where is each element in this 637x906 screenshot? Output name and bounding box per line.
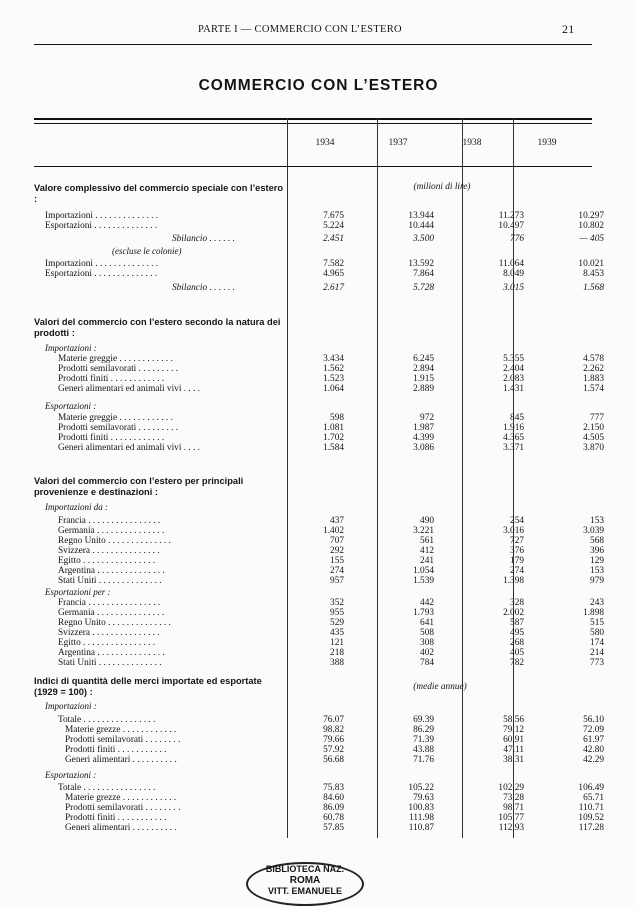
year-header: 1934 [315,138,335,148]
row-label: Stati Uniti . . . . . . . . . . . . . . [58,658,162,668]
value-cell: 402 [420,648,434,658]
value-cell: 42.80 [583,745,604,755]
value-cell: 65.71 [583,793,604,803]
value-cell: 972 [420,413,434,423]
value-cell: 979 [590,576,604,586]
value-cell: 1.584 [323,443,344,453]
value-cell: 955 [330,608,344,618]
column-divider [462,118,463,838]
value-cell: 4.965 [323,269,344,279]
row-label: Generi alimentari ed animali vivi . . . . [58,384,200,394]
value-cell: 4.365 [503,433,524,443]
row-label: Sbilancio . . . . . . [172,283,236,293]
value-cell: 4.399 [413,433,434,443]
page-number: 21 [562,22,575,36]
row-label: Materie grezze . . . . . . . . . . . . [58,793,177,803]
subgroup-label: Esportazioni : [45,770,97,780]
value-cell: 10.444 [408,221,434,231]
value-cell: 1.793 [413,608,434,618]
value-cell: 2.002 [503,608,524,618]
value-cell: 106.49 [578,783,604,793]
value-cell: 13.592 [408,259,434,269]
row-label: Generi alimentari . . . . . . . . . . [58,823,177,833]
value-cell: 1.431 [503,384,524,394]
value-cell: 60.78 [323,813,344,823]
value-cell: 274 [510,566,524,576]
value-cell: 121 [330,638,344,648]
value-cell: 1.916 [503,423,524,433]
value-cell: 3.870 [583,443,604,453]
value-cell: 86.29 [413,725,434,735]
value-cell: 2.894 [413,364,434,374]
value-cell: 241 [420,556,434,566]
value-cell: 98.82 [323,725,344,735]
value-cell: 42.29 [583,755,604,765]
row-label: Argentina . . . . . . . . . . . . . . . [58,648,165,658]
row-label: Sbilancio . . . . . . [172,234,236,244]
row-label: Totale . . . . . . . . . . . . . . . . [58,783,156,793]
value-cell: 1.562 [323,364,344,374]
value-cell: 1.702 [323,433,344,443]
value-cell: 43.88 [413,745,434,755]
value-cell: 5.224 [323,221,344,231]
value-cell: 110.71 [578,803,604,813]
value-cell: 292 [330,546,344,556]
year-header: 1939 [537,138,557,148]
library-stamp [246,862,364,906]
value-cell: 109.52 [578,813,604,823]
value-cell: 2.617 [323,283,344,293]
value-cell: 3.015 [503,283,524,293]
table-top-rule [34,118,592,120]
value-cell: 110.87 [408,823,434,833]
value-cell: 1.064 [323,384,344,394]
value-cell: 56.10 [583,715,604,725]
row-label: Germania . . . . . . . . . . . . . . . [58,608,165,618]
value-cell: 98.71 [503,803,524,813]
value-cell: 38.31 [503,755,524,765]
row-label: Argentina . . . . . . . . . . . . . . . [58,566,165,576]
header-rule [34,44,592,45]
value-cell: 727 [510,536,524,546]
value-cell: 72.09 [583,725,604,735]
value-cell: 328 [510,598,524,608]
row-label: Francia . . . . . . . . . . . . . . . . [58,516,161,526]
stamp-line: BIBLIOTECA NAZ. [265,864,345,874]
unit-label: (milioni di lire) [413,182,471,192]
value-cell: 75.83 [323,783,344,793]
value-cell: 412 [420,546,434,556]
value-cell: 69.39 [413,715,434,725]
value-cell: 7.864 [413,269,434,279]
value-cell: 396 [590,546,604,556]
row-label: Materie greggie . . . . . . . . . . . . [58,413,173,423]
value-cell: 117.28 [578,823,604,833]
value-cell: 2.150 [583,423,604,433]
value-cell: 3.434 [323,354,344,364]
row-label: Esportazioni . . . . . . . . . . . . . . [45,269,158,279]
value-cell: 71.39 [413,735,434,745]
row-label: Francia . . . . . . . . . . . . . . . . [58,598,161,608]
page-title: COMMERCIO CON L’ESTERO [198,77,439,94]
section-title: Valore complessivo del commercio speciale con l’estero : [34,183,284,204]
value-cell: 495 [510,628,524,638]
value-cell: 784 [420,658,434,668]
subgroup-label: Importazioni : [45,343,97,353]
value-cell: 105.22 [408,783,434,793]
value-cell: 598 [330,413,344,423]
value-cell: 1.915 [413,374,434,384]
value-cell: 8.453 [583,269,604,279]
value-cell: 112.93 [498,823,524,833]
value-cell: — 405 [579,234,604,244]
section-title: Valori del commercio con l’estero per principali provenienze e destinazioni : [34,476,244,497]
value-cell: 79.12 [503,725,524,735]
value-cell: 1.574 [583,384,604,394]
row-label: Germania . . . . . . . . . . . . . . . [58,526,165,536]
value-cell: 1.987 [413,423,434,433]
value-cell: 155 [330,556,344,566]
value-cell: 3.500 [413,234,434,244]
value-cell: 388 [330,658,344,668]
stamp-line: ROMA [289,875,321,886]
value-cell: 1.898 [583,608,604,618]
value-cell: 111.98 [409,813,434,823]
value-cell: 561 [420,536,434,546]
value-cell: 782 [510,658,524,668]
value-cell: 5.728 [413,283,434,293]
value-cell: 773 [590,658,604,668]
value-cell: 1.568 [583,283,604,293]
value-cell: 2.262 [583,364,604,374]
value-cell: 587 [510,618,524,628]
row-label: Prodotti finiti . . . . . . . . . . . [58,745,167,755]
value-cell: 10.497 [498,221,524,231]
value-cell: 1.883 [583,374,604,384]
value-cell: 100.83 [408,803,434,813]
subgroup-label: Esportazioni : [45,401,97,411]
value-cell: 10.802 [578,221,604,231]
subgroup-label: Importazioni : [45,701,97,711]
table-top-rule-2 [34,123,592,124]
section-title: Indici di quantità delle merci importate ed esportate (1929 = 100) : [34,676,262,697]
value-cell: 129 [590,556,604,566]
value-cell: 153 [590,516,604,526]
value-cell: 84.60 [323,793,344,803]
value-cell: 86.09 [323,803,344,813]
value-cell: 352 [330,598,344,608]
value-cell: 4.505 [583,433,604,443]
value-cell: 79.63 [413,793,434,803]
row-label: Regno Unito . . . . . . . . . . . . . . [58,618,171,628]
row-label: Prodotti finiti . . . . . . . . . . . [58,813,167,823]
value-cell: 437 [330,516,344,526]
value-cell: 47.11 [503,745,524,755]
value-cell: 2.889 [413,384,434,394]
row-label: Esportazioni . . . . . . . . . . . . . . [45,221,158,231]
value-cell: 153 [590,566,604,576]
row-label: Materie greggie . . . . . . . . . . . . [58,354,173,364]
value-cell: 57.92 [323,745,344,755]
value-cell: 218 [330,648,344,658]
value-cell: 308 [420,638,434,648]
value-cell: 641 [420,618,434,628]
row-label: Prodotti finiti . . . . . . . . . . . . [58,433,165,443]
value-cell: 3.086 [413,443,434,453]
year-header: 1938 [462,138,482,148]
value-cell: 776 [510,234,524,244]
value-cell: 376 [510,546,524,556]
row-label: Generi alimentari . . . . . . . . . . [58,755,177,765]
value-cell: 71.76 [413,755,434,765]
unit-label: (medie annue) [413,682,467,692]
value-cell: 515 [590,618,604,628]
value-cell: 79.66 [323,735,344,745]
value-cell: 7.582 [323,259,344,269]
value-cell: 1.402 [323,526,344,536]
row-label: Prodotti semilavorati . . . . . . . . [58,803,181,813]
value-cell: 274 [330,566,344,576]
subgroup-label: Importazioni da : [45,502,108,512]
row-label: Prodotti semilavorati . . . . . . . . . [58,364,179,374]
year-header: 1937 [388,138,408,148]
row-label: Egitto . . . . . . . . . . . . . . . . [58,556,156,566]
value-cell: 10.021 [578,259,604,269]
row-label: Materie grezze . . . . . . . . . . . . [58,725,177,735]
value-cell: 3.371 [503,443,524,453]
row-label: Prodotti semilavorati . . . . . . . . [58,735,181,745]
value-cell: 76.07 [323,715,344,725]
value-cell: 6.245 [413,354,434,364]
value-cell: 102.29 [498,783,524,793]
value-cell: 3.221 [413,526,434,536]
row-label: Generi alimentari ed animali vivi . . . . [58,443,200,453]
value-cell: 580 [590,628,604,638]
value-cell: 707 [330,536,344,546]
value-cell: 254 [510,516,524,526]
value-cell: 61.97 [583,735,604,745]
value-cell: 8.049 [503,269,524,279]
value-cell: 3.039 [583,526,604,536]
subgroup-label: Esportazioni per : [45,587,111,597]
value-cell: 73.28 [503,793,524,803]
running-header: PARTE I — COMMERCIO CON L’ESTERO [198,24,402,35]
value-cell: 2.451 [323,234,344,244]
value-cell: 529 [330,618,344,628]
row-label: Svizzera . . . . . . . . . . . . . . . [58,546,160,556]
value-cell: 1.539 [413,576,434,586]
value-cell: 435 [330,628,344,638]
value-cell: 243 [590,598,604,608]
row-label: Prodotti finiti . . . . . . . . . . . . [58,374,165,384]
value-cell: 1.523 [323,374,344,384]
value-cell: 1.081 [323,423,344,433]
value-cell: 1.398 [503,576,524,586]
value-cell: 442 [420,598,434,608]
value-cell: 3.016 [503,526,524,536]
value-cell: 214 [590,648,604,658]
value-cell: 60.91 [503,735,524,745]
section-title: Valori del commercio con l’estero secondo la natura dei prodotti : [34,317,281,338]
value-cell: 2.404 [503,364,524,374]
note: (escluse le colonie) [112,246,182,256]
row-label: Importazioni . . . . . . . . . . . . . . [45,211,159,221]
value-cell: 777 [590,413,604,423]
value-cell: 568 [590,536,604,546]
value-cell: 57.85 [323,823,344,833]
row-label: Importazioni . . . . . . . . . . . . . . [45,259,159,269]
value-cell: 957 [330,576,344,586]
stamp-line: VITT. EMANUELE [267,886,342,896]
value-cell: 5.355 [503,354,524,364]
value-cell: 13.944 [408,211,434,221]
value-cell: 1.054 [413,566,434,576]
value-cell: 11.064 [498,259,524,269]
row-label: Prodotti semilavorati . . . . . . . . . [58,423,179,433]
row-label: Stati Uniti . . . . . . . . . . . . . . [58,576,162,586]
value-cell: 490 [420,516,434,526]
value-cell: 405 [510,648,524,658]
value-cell: 845 [510,413,524,423]
value-cell: 7.675 [323,211,344,221]
value-cell: 179 [510,556,524,566]
value-cell: 11.273 [498,211,524,221]
value-cell: 105.77 [498,813,524,823]
value-cell: 268 [510,638,524,648]
row-label: Egitto . . . . . . . . . . . . . . . . [58,638,156,648]
value-cell: 56.68 [323,755,344,765]
row-label: Totale . . . . . . . . . . . . . . . . [58,715,156,725]
row-label: Regno Unito . . . . . . . . . . . . . . [58,536,171,546]
value-cell: 508 [420,628,434,638]
value-cell: 2.083 [503,374,524,384]
value-cell: 4.578 [583,354,604,364]
value-cell: 174 [590,638,604,648]
value-cell: 10.297 [578,211,604,221]
row-label: Svizzera . . . . . . . . . . . . . . . [58,628,160,638]
value-cell: 58.56 [503,715,524,725]
table-head-rule [34,166,592,167]
